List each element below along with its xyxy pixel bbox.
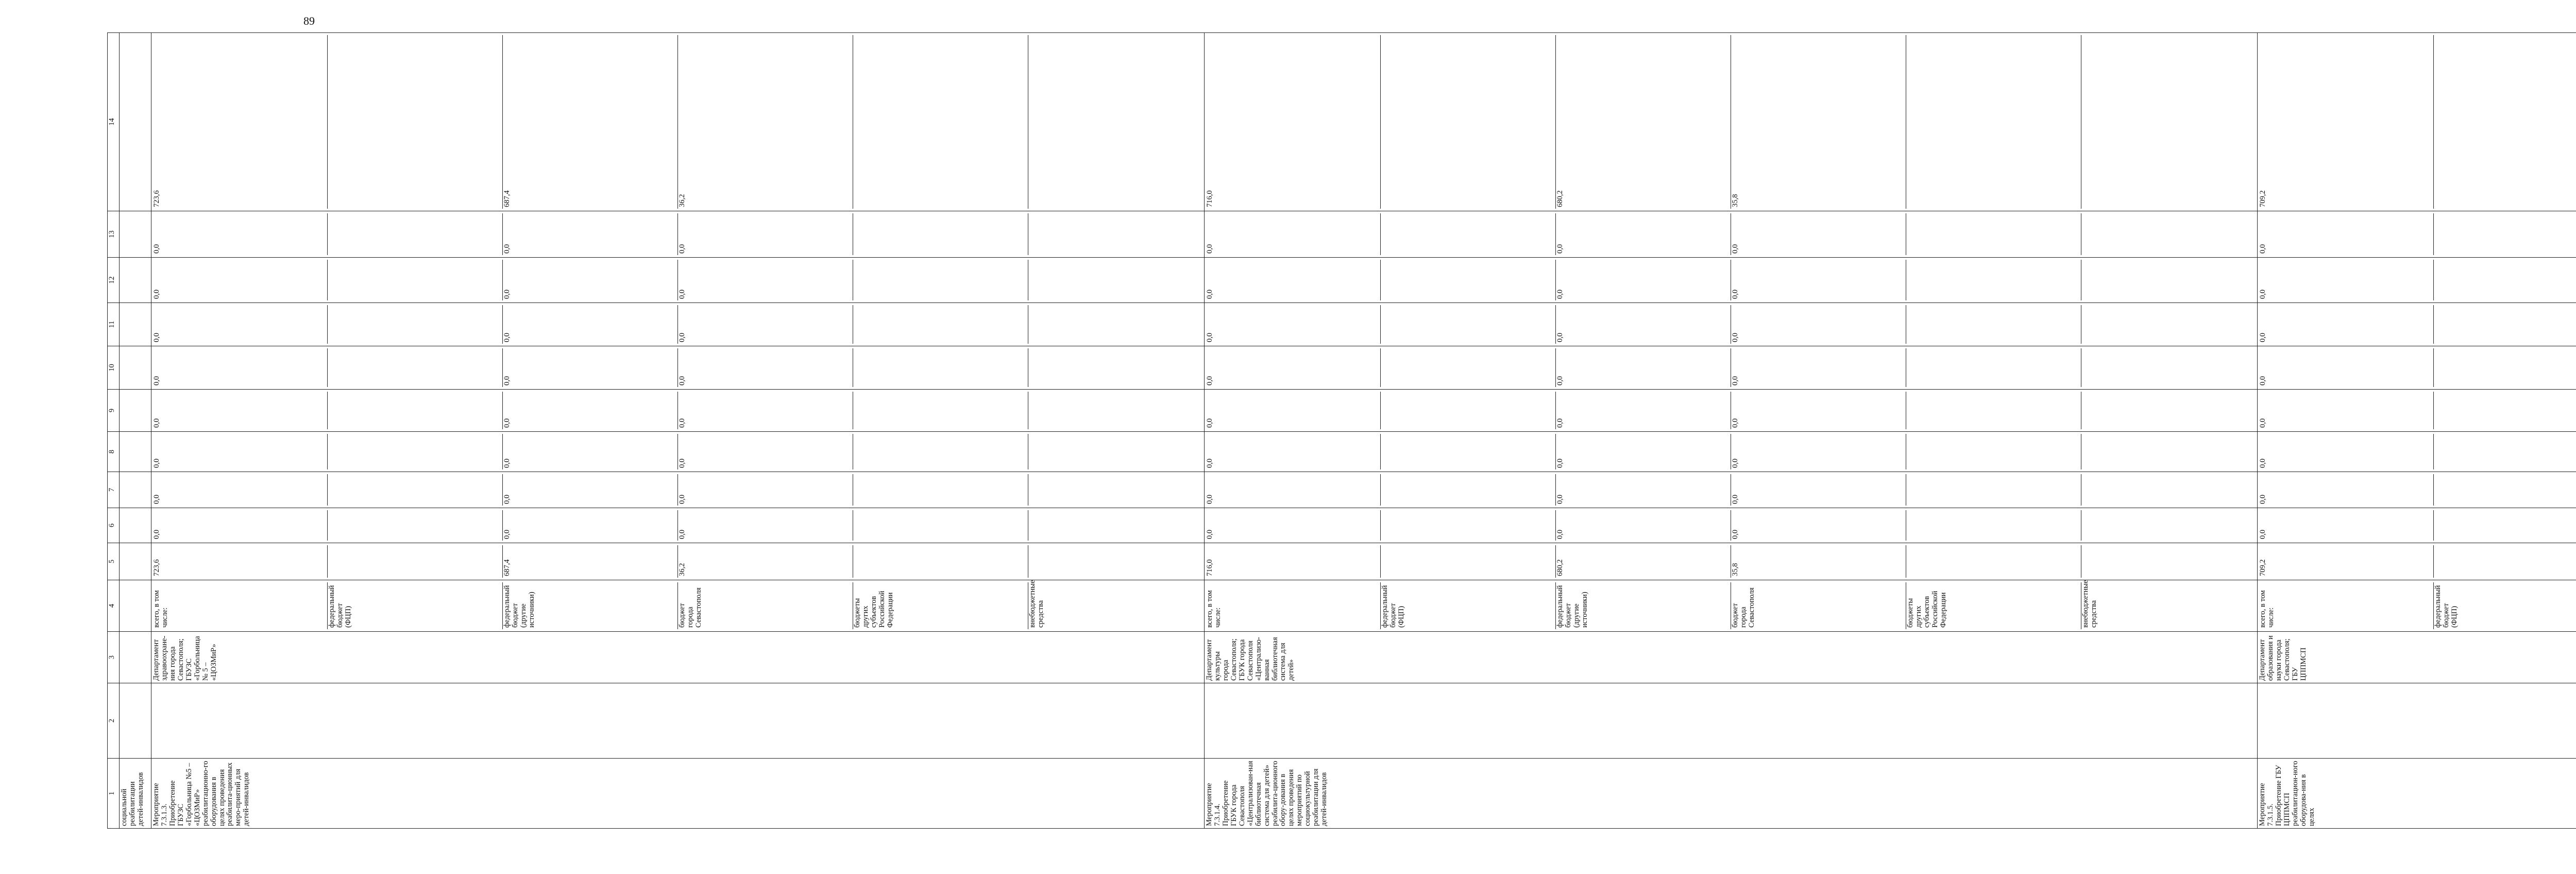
value: 0,0 <box>1206 348 1381 387</box>
value <box>328 260 503 300</box>
value: 0,0 <box>1731 392 1906 429</box>
header-cell: 6 <box>108 508 120 543</box>
header-row <box>108 33 120 829</box>
value <box>2081 213 2256 255</box>
table-cell <box>120 33 151 211</box>
table-cell <box>120 580 151 632</box>
value: 0,0 <box>1731 305 1906 344</box>
value: 0,0 <box>1731 474 1906 506</box>
values-cell <box>2258 472 2576 508</box>
value <box>1381 474 1556 506</box>
value <box>1381 510 1556 541</box>
value: 0,0 <box>1206 510 1381 541</box>
measure-block <box>2258 33 2576 829</box>
value: 0,0 <box>503 348 678 387</box>
value <box>1906 392 2081 429</box>
value <box>1381 434 1556 469</box>
rotated-table-area <box>107 43 2459 829</box>
values-cell <box>151 258 1205 303</box>
value: 687,4 <box>503 35 678 209</box>
value <box>1028 434 1203 469</box>
measure-title: Мероприятие 7.3.1.5. Приобретение ГБУ ЦППМСП реабилитацион-ного оборудова-ния в целях <box>2258 759 2576 829</box>
header-cell: 9 <box>108 390 120 432</box>
value: 0,0 <box>503 510 678 541</box>
value: 0,0 <box>152 510 328 541</box>
value: 0,0 <box>503 434 678 469</box>
value <box>1381 545 1556 578</box>
table-row <box>120 33 151 829</box>
value <box>2081 545 2256 578</box>
table-cell <box>120 543 151 580</box>
values-cell <box>1205 472 2258 508</box>
value: 716,0 <box>1206 35 1381 209</box>
measure-block <box>151 33 1205 829</box>
header-cell: 11 <box>108 303 120 346</box>
value <box>1906 545 2081 578</box>
value <box>2434 35 2576 209</box>
funding-source: бюджеты других субъектов Российской Федерации <box>1906 582 2081 629</box>
values-cell <box>2258 508 2576 543</box>
value: 709,2 <box>2259 35 2434 209</box>
funding-source: всего, в том числе: <box>1206 582 1381 629</box>
value <box>1028 510 1203 541</box>
value: 0,0 <box>678 348 853 387</box>
value <box>853 260 1028 300</box>
values-cell <box>1205 432 2258 472</box>
value <box>853 510 1028 541</box>
value <box>328 35 503 209</box>
measure-block <box>1205 33 2258 829</box>
value: 0,0 <box>1556 392 1731 429</box>
value: 0,0 <box>1556 474 1731 506</box>
table-cell <box>120 472 151 508</box>
funding-source-cell <box>2258 580 2576 632</box>
funding-source: внебюджетные средства <box>2081 580 2098 628</box>
value: 36,2 <box>678 545 853 578</box>
value: 0,0 <box>2259 392 2434 429</box>
header-cell: 2 <box>108 683 120 759</box>
value <box>1906 510 2081 541</box>
value: 0,0 <box>1731 260 1906 300</box>
value <box>1028 545 1203 578</box>
value: 0,0 <box>1206 434 1381 469</box>
value: 0,0 <box>2259 305 2434 344</box>
value <box>328 305 503 344</box>
header-cell: 3 <box>108 632 120 683</box>
values-cell <box>2258 543 2576 580</box>
values-cell <box>151 390 1205 432</box>
budget-table <box>107 32 2576 829</box>
values-cell <box>2258 258 2576 303</box>
value <box>2081 260 2256 300</box>
page-number: 89 <box>303 14 315 27</box>
value <box>853 348 1028 387</box>
table-cell <box>120 303 151 346</box>
value <box>853 392 1028 429</box>
value <box>853 213 1028 255</box>
value <box>1906 35 2081 209</box>
value <box>1381 260 1556 300</box>
value: 0,0 <box>1731 510 1906 541</box>
values-cell <box>1205 543 2258 580</box>
value <box>1028 35 1203 209</box>
value <box>1028 348 1203 387</box>
values-cell <box>2258 303 2576 346</box>
value: 0,0 <box>2259 260 2434 300</box>
values-cell <box>1205 303 2258 346</box>
value: 0,0 <box>1206 392 1381 429</box>
value <box>1028 213 1203 255</box>
value <box>2081 510 2256 541</box>
value <box>328 545 503 578</box>
value: 0,0 <box>678 392 853 429</box>
value <box>2081 305 2256 344</box>
value: 709,2 <box>2259 545 2434 578</box>
value <box>1028 305 1203 344</box>
value: 0,0 <box>503 260 678 300</box>
value <box>2081 434 2256 469</box>
value <box>2434 392 2576 429</box>
value: 0,0 <box>2259 510 2434 541</box>
value <box>2434 510 2576 541</box>
value: 0,0 <box>503 213 678 255</box>
value: 0,0 <box>1206 305 1381 344</box>
table-cell <box>120 508 151 543</box>
funding-source-cell <box>1205 580 2258 632</box>
value: 716,0 <box>1206 545 1381 578</box>
value: 0,0 <box>2259 474 2434 506</box>
table-rotation-wrapper <box>107 43 2459 829</box>
executor-cell: Департамент образования и науки города Севастополя; ГБУ ЦППМСП <box>2258 632 2576 683</box>
value <box>328 510 503 541</box>
value <box>853 474 1028 506</box>
value: 35,8 <box>1731 545 1906 578</box>
value: 0,0 <box>1731 348 1906 387</box>
measure-title: Мероприятие 7.3.1.4. Приобретение ГБУК города Севастополя «Централизован-ная библиотечная система для детей» реабилита-ционного обору-дования в целях проведения мероприятий по социокультурной реабилитации для детей-инвалидов <box>1205 759 2258 829</box>
value: 0,0 <box>503 305 678 344</box>
value <box>1906 474 2081 506</box>
value: 0,0 <box>152 434 328 469</box>
values-cell <box>1205 211 2258 258</box>
header-cell: 13 <box>108 211 120 258</box>
value: 0,0 <box>503 392 678 429</box>
value <box>1381 35 1556 209</box>
value <box>2081 474 2256 506</box>
value <box>1381 213 1556 255</box>
values-cell <box>2258 33 2576 211</box>
executor-cell: Департамент здравоохране-ния города Севастополя; ГБУЗС «Горбольница № 5 – «ЦОЗМиР» <box>151 632 1205 683</box>
header-cell: 12 <box>108 258 120 303</box>
header-cell: 5 <box>108 543 120 580</box>
value: 0,0 <box>152 392 328 429</box>
header-cell: 7 <box>108 472 120 508</box>
value <box>1381 348 1556 387</box>
value: 687,4 <box>503 545 678 578</box>
value: 0,0 <box>1206 474 1381 506</box>
value <box>2434 305 2576 344</box>
funding-source: бюджеты других субъектов Российской Федерации <box>853 582 1028 629</box>
funding-source: федеральный бюджет (ФЦП) <box>1381 582 1556 629</box>
funding-source: федеральный бюджет (другие источники) <box>1556 582 1731 629</box>
value: 0,0 <box>678 434 853 469</box>
header-cell: 14 <box>108 33 120 211</box>
values-cell <box>151 33 1205 211</box>
values-cell <box>151 211 1205 258</box>
value: 0,0 <box>152 305 328 344</box>
value <box>2081 348 2256 387</box>
value: 0,0 <box>1556 348 1731 387</box>
value: 0,0 <box>678 260 853 300</box>
table-cell <box>1205 683 2258 759</box>
funding-source: федеральный бюджет (ФЦП) <box>2434 582 2576 629</box>
value: 0,0 <box>1556 305 1731 344</box>
value <box>328 348 503 387</box>
continuation-cell: социальной реабилитации детей-инвалидов <box>120 759 151 829</box>
table-cell <box>2258 683 2576 759</box>
funding-source: всего, в том числе: <box>152 582 328 629</box>
value: 0,0 <box>152 348 328 387</box>
value: 0,0 <box>152 260 328 300</box>
value: 680,2 <box>1556 545 1731 578</box>
executor-cell: Департамент культуры города Севастополя; ГБУК города Севастополя «Централизо-ванная библиотечная система для детей» <box>1205 632 2258 683</box>
value <box>328 213 503 255</box>
value <box>2434 348 2576 387</box>
value <box>2434 474 2576 506</box>
values-cell <box>2258 211 2576 258</box>
funding-source: бюджет города Севастополя <box>678 582 853 629</box>
table-cell <box>120 390 151 432</box>
values-cell <box>151 303 1205 346</box>
value: 35,8 <box>1731 35 1906 209</box>
values-cell <box>151 472 1205 508</box>
value <box>1381 305 1556 344</box>
value <box>853 545 1028 578</box>
header-cell: 4 <box>108 580 120 632</box>
values-cell <box>1205 390 2258 432</box>
value: 0,0 <box>1206 260 1381 300</box>
value <box>1906 260 2081 300</box>
value <box>853 434 1028 469</box>
value <box>2434 434 2576 469</box>
value: 0,0 <box>1731 213 1906 255</box>
table-cell <box>120 258 151 303</box>
value <box>2081 392 2256 429</box>
funding-source: всего, в том числе: <box>2259 582 2434 629</box>
value: 0,0 <box>503 474 678 506</box>
values-cell <box>151 543 1205 580</box>
value: 723,6 <box>152 35 328 209</box>
value: 0,0 <box>678 510 853 541</box>
value <box>853 35 1028 209</box>
value: 0,0 <box>2259 348 2434 387</box>
values-cell <box>2258 432 2576 472</box>
funding-source: федеральный бюджет (ФЦП) <box>328 582 503 629</box>
table-cell <box>120 683 151 759</box>
value: 0,0 <box>152 474 328 506</box>
funding-source: федеральный бюджет (другие источники) <box>503 582 678 629</box>
value <box>1028 260 1203 300</box>
value: 0,0 <box>1731 434 1906 469</box>
funding-source: внебюджетные средства <box>1028 580 1045 628</box>
measure-title: Мероприятие 7.3.1.3. Приобретение ГБУЗС «Горбольница №5 – «ЦОЗМиР» реабилитационно-го оборудования в целях проведения реабилита-ционных меро-приятий для детей-инвалидов <box>151 759 1205 829</box>
funding-source-cell <box>151 580 1205 632</box>
value: 0,0 <box>1556 434 1731 469</box>
values-cell <box>1205 258 2258 303</box>
table-cell <box>120 211 151 258</box>
value <box>1028 474 1203 506</box>
header-cell: 1 <box>108 759 120 829</box>
value: 0,0 <box>678 474 853 506</box>
value <box>2434 260 2576 300</box>
value: 0,0 <box>678 305 853 344</box>
value: 723,6 <box>152 545 328 578</box>
table-cell <box>120 346 151 390</box>
value: 36,2 <box>678 35 853 209</box>
value: 0,0 <box>678 213 853 255</box>
value: 0,0 <box>2259 434 2434 469</box>
values-cell <box>151 346 1205 390</box>
value <box>1381 392 1556 429</box>
value <box>328 392 503 429</box>
values-cell <box>2258 346 2576 390</box>
value <box>1906 213 2081 255</box>
header-cell: 8 <box>108 432 120 472</box>
value <box>2081 35 2256 209</box>
value <box>853 305 1028 344</box>
value: 0,0 <box>1556 260 1731 300</box>
values-cell <box>1205 508 2258 543</box>
value <box>1906 348 2081 387</box>
values-cell <box>151 508 1205 543</box>
funding-source: бюджет города Севастополя <box>1731 582 1906 629</box>
table-cell <box>120 432 151 472</box>
value <box>1028 392 1203 429</box>
value: 0,0 <box>1556 510 1731 541</box>
value: 0,0 <box>2259 213 2434 255</box>
value <box>2434 213 2576 255</box>
value: 0,0 <box>1556 213 1731 255</box>
value <box>328 434 503 469</box>
values-cell <box>151 432 1205 472</box>
value <box>1906 305 2081 344</box>
value: 0,0 <box>152 213 328 255</box>
value <box>1906 434 2081 469</box>
value: 0,0 <box>1206 213 1381 255</box>
values-cell <box>2258 390 2576 432</box>
value <box>328 474 503 506</box>
table-cell <box>120 632 151 683</box>
header-cell: 10 <box>108 346 120 390</box>
value <box>2434 545 2576 578</box>
value: 680,2 <box>1556 35 1731 209</box>
values-cell <box>1205 346 2258 390</box>
table-cell <box>151 683 1205 759</box>
values-cell <box>1205 33 2258 211</box>
